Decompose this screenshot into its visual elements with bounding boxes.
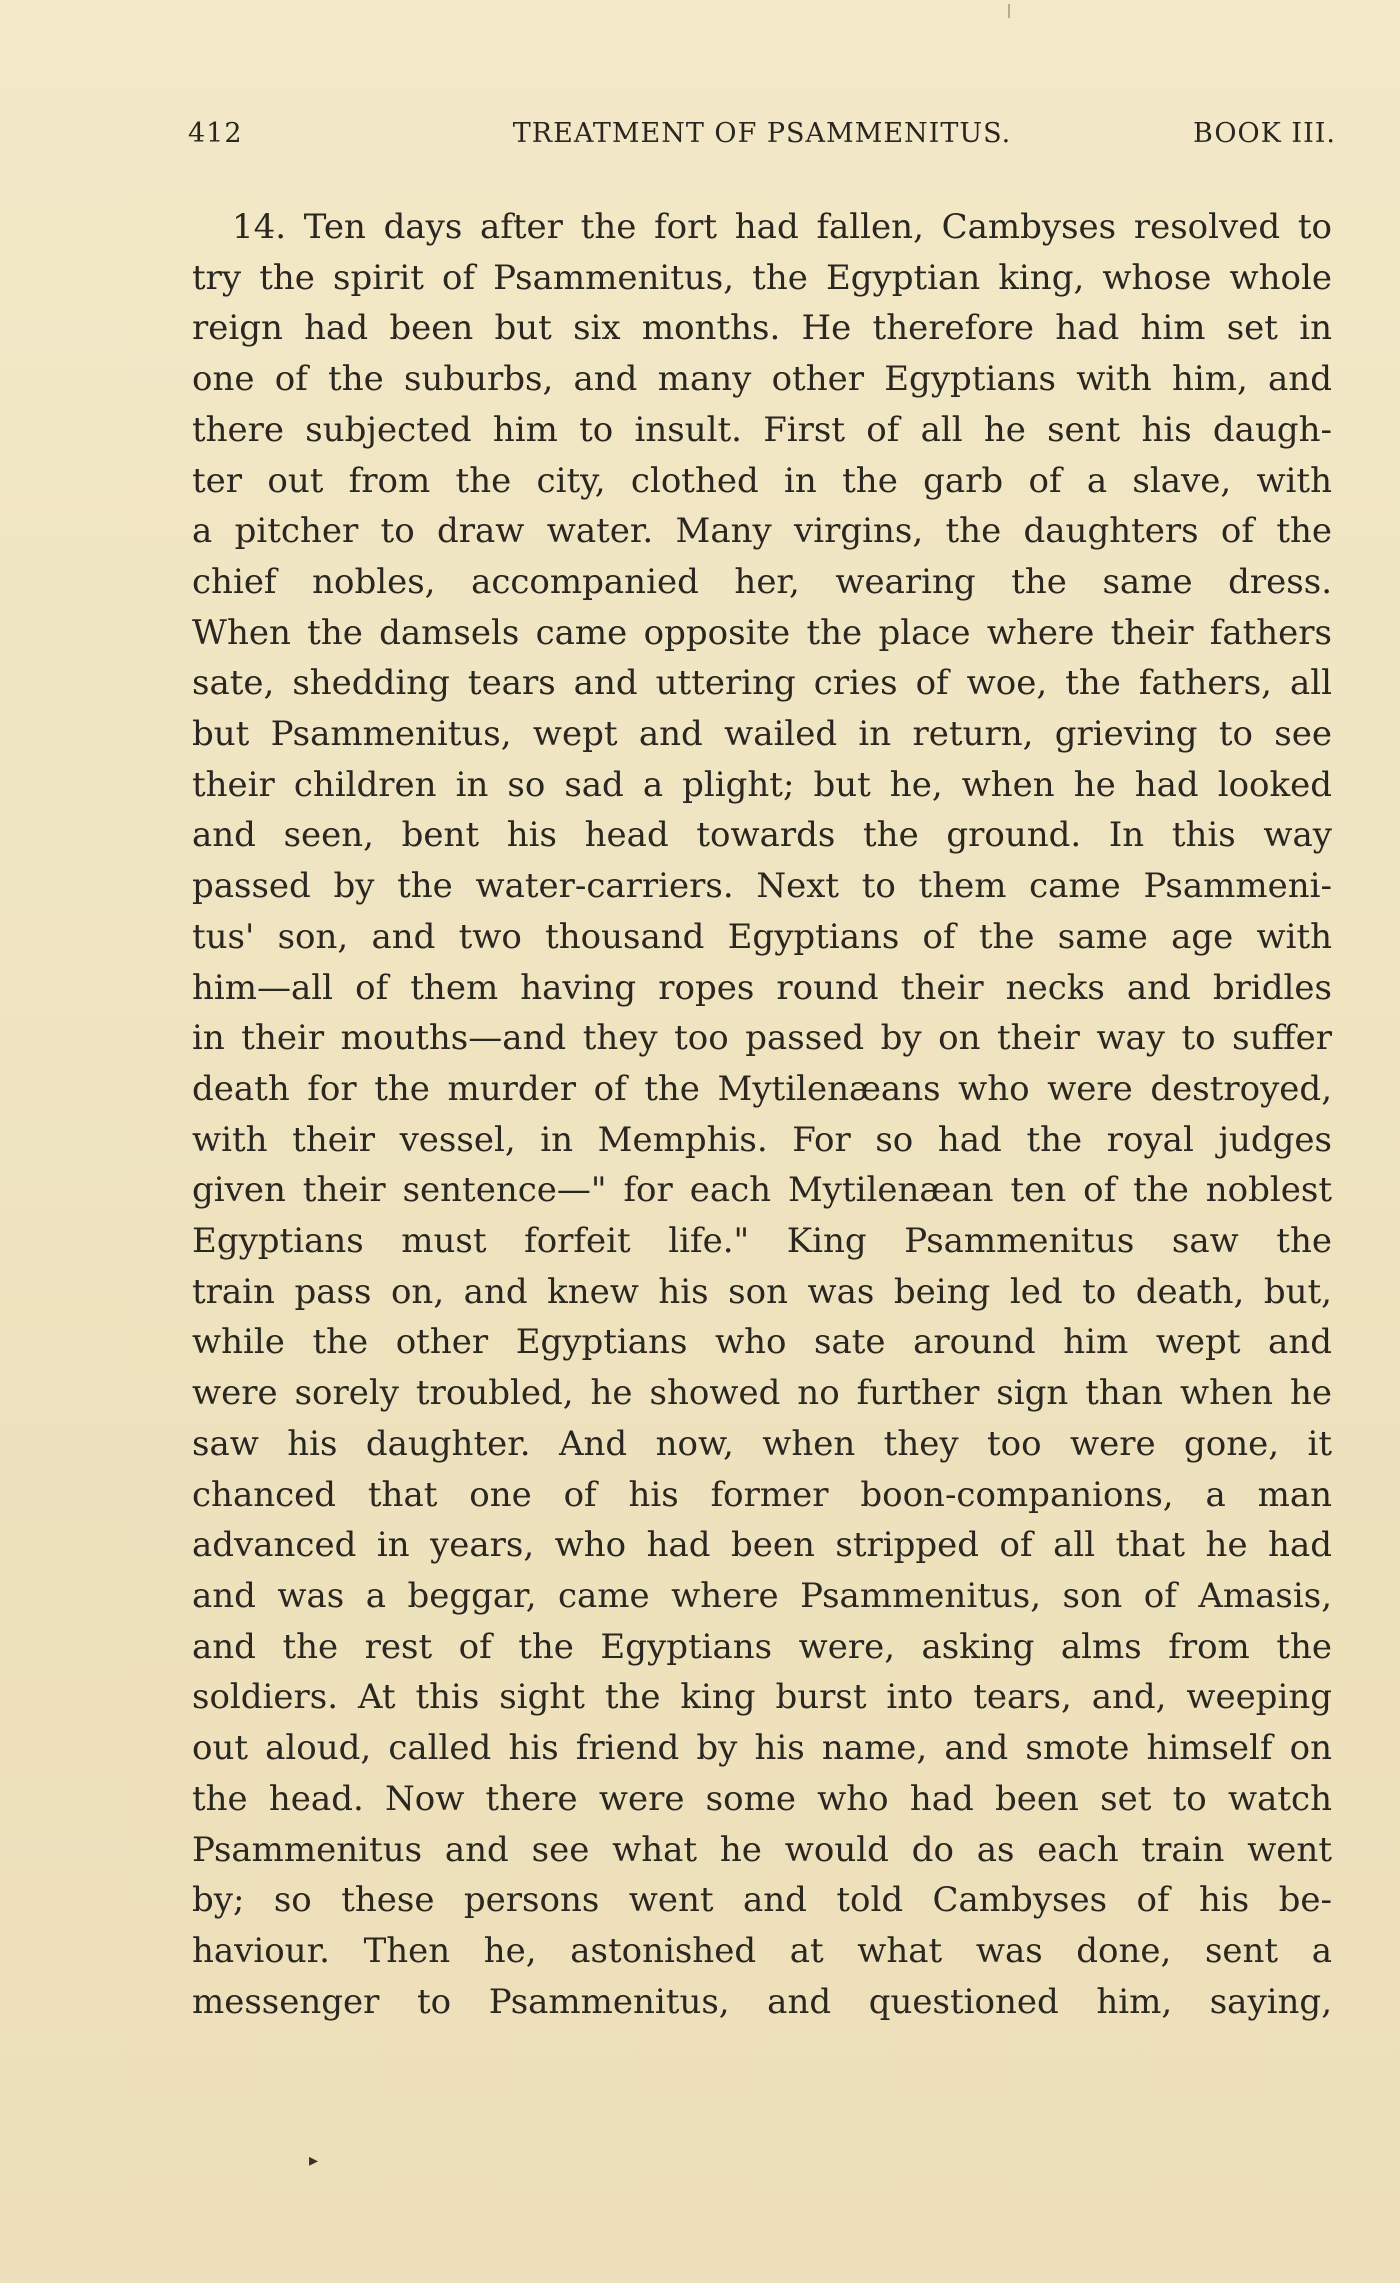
text-line: Egyptians must forfeit life." King Psammenitus saw the	[192, 1221, 1332, 1262]
text-line: were sorely troubled, he showed no further sign than when he	[192, 1373, 1332, 1414]
text-line: given their sentence—" for each Mytilenæan ten of the noblest	[192, 1170, 1332, 1211]
text-line: a pitcher to draw water. Many virgins, the daughters of the	[192, 511, 1332, 552]
chapter-title: TREATMENT OF PSAMMENITUS.	[512, 118, 1012, 149]
print-speck	[1008, 4, 1010, 18]
body-text	[192, 202, 1332, 2027]
text-line: sate, shedding tears and uttering cries of woe, the fathers, all	[192, 663, 1332, 704]
text-line: and the rest of the Egyptians were, asking alms from the	[192, 1626, 1332, 1667]
text-line: and was a beggar, came where Psammenitus, son of Amasis,	[192, 1575, 1332, 1616]
text-line: one of the suburbs, and many other Egyptians with him, and	[192, 359, 1332, 400]
book-label: BOOK III.	[1193, 118, 1336, 149]
text-line: but Psammenitus, wept and wailed in return, grieving to see	[192, 714, 1332, 755]
text-line: Psammenitus and see what he would do as each train went	[192, 1829, 1332, 1870]
text-line: messenger to Psammenitus, and questioned him, saying,	[192, 1981, 1332, 2022]
page-number: 412	[188, 118, 243, 149]
text-line: 14. Ten days after the fort had fallen, Cambyses resolved to	[232, 207, 1332, 247]
text-line: advanced in years, who had been stripped of all that he had	[192, 1525, 1332, 1566]
text-line: ter out from the city, clothed in the garb of a slave, with	[192, 460, 1332, 501]
text-line: and seen, bent his head towards the ground. In this way	[192, 815, 1332, 856]
text-line: death for the murder of the Mytilenæans who were destroyed,	[192, 1068, 1332, 1109]
text-line: soldiers. At this sight the king burst into tears, and, weeping	[192, 1677, 1332, 1718]
text-line: chanced that one of his former boon-companions, a man	[192, 1474, 1332, 1515]
printer-mark: ▸	[309, 2150, 319, 2171]
text-line: there subjected him to insult. First of all he sent his daugh-	[192, 409, 1332, 450]
text-line: try the spirit of Psammenitus, the Egyptian king, whose whole	[192, 257, 1332, 298]
text-line: passed by the water-carriers. Next to them came Psammeni-	[192, 866, 1332, 907]
text-line: train pass on, and knew his son was being led to death, but,	[192, 1271, 1332, 1312]
text-line: out aloud, called his friend by his name, and smote himself on	[192, 1728, 1332, 1769]
text-line: When the damsels came opposite the place where their fathers	[192, 612, 1332, 653]
text-line: tus' son, and two thousand Egyptians of the same age with	[192, 916, 1332, 957]
text-line: by; so these persons went and told Cambyses of his be-	[192, 1880, 1332, 1921]
text-line: him—all of them having ropes round their necks and bridles	[192, 967, 1332, 1008]
text-line: chief nobles, accompanied her, wearing the same dress.	[192, 561, 1332, 602]
text-line: while the other Egyptians who sate around him wept and	[192, 1322, 1332, 1363]
text-line: reign had been but six months. He therefore had him set in	[192, 308, 1332, 349]
text-line: with their vessel, in Memphis. For so had the royal judges	[192, 1119, 1332, 1160]
text-line: the head. Now there were some who had been set to watch	[192, 1778, 1332, 1819]
running-head	[188, 118, 1336, 158]
text-line: saw his daughter. And now, when they too were gone, it	[192, 1423, 1332, 1464]
text-line: their children in so sad a plight; but he, when he had looked	[192, 764, 1332, 805]
text-line: haviour. Then he, astonished at what was done, sent a	[192, 1930, 1332, 1971]
text-line: in their mouths—and they too passed by on their way to suffer	[192, 1018, 1332, 1059]
